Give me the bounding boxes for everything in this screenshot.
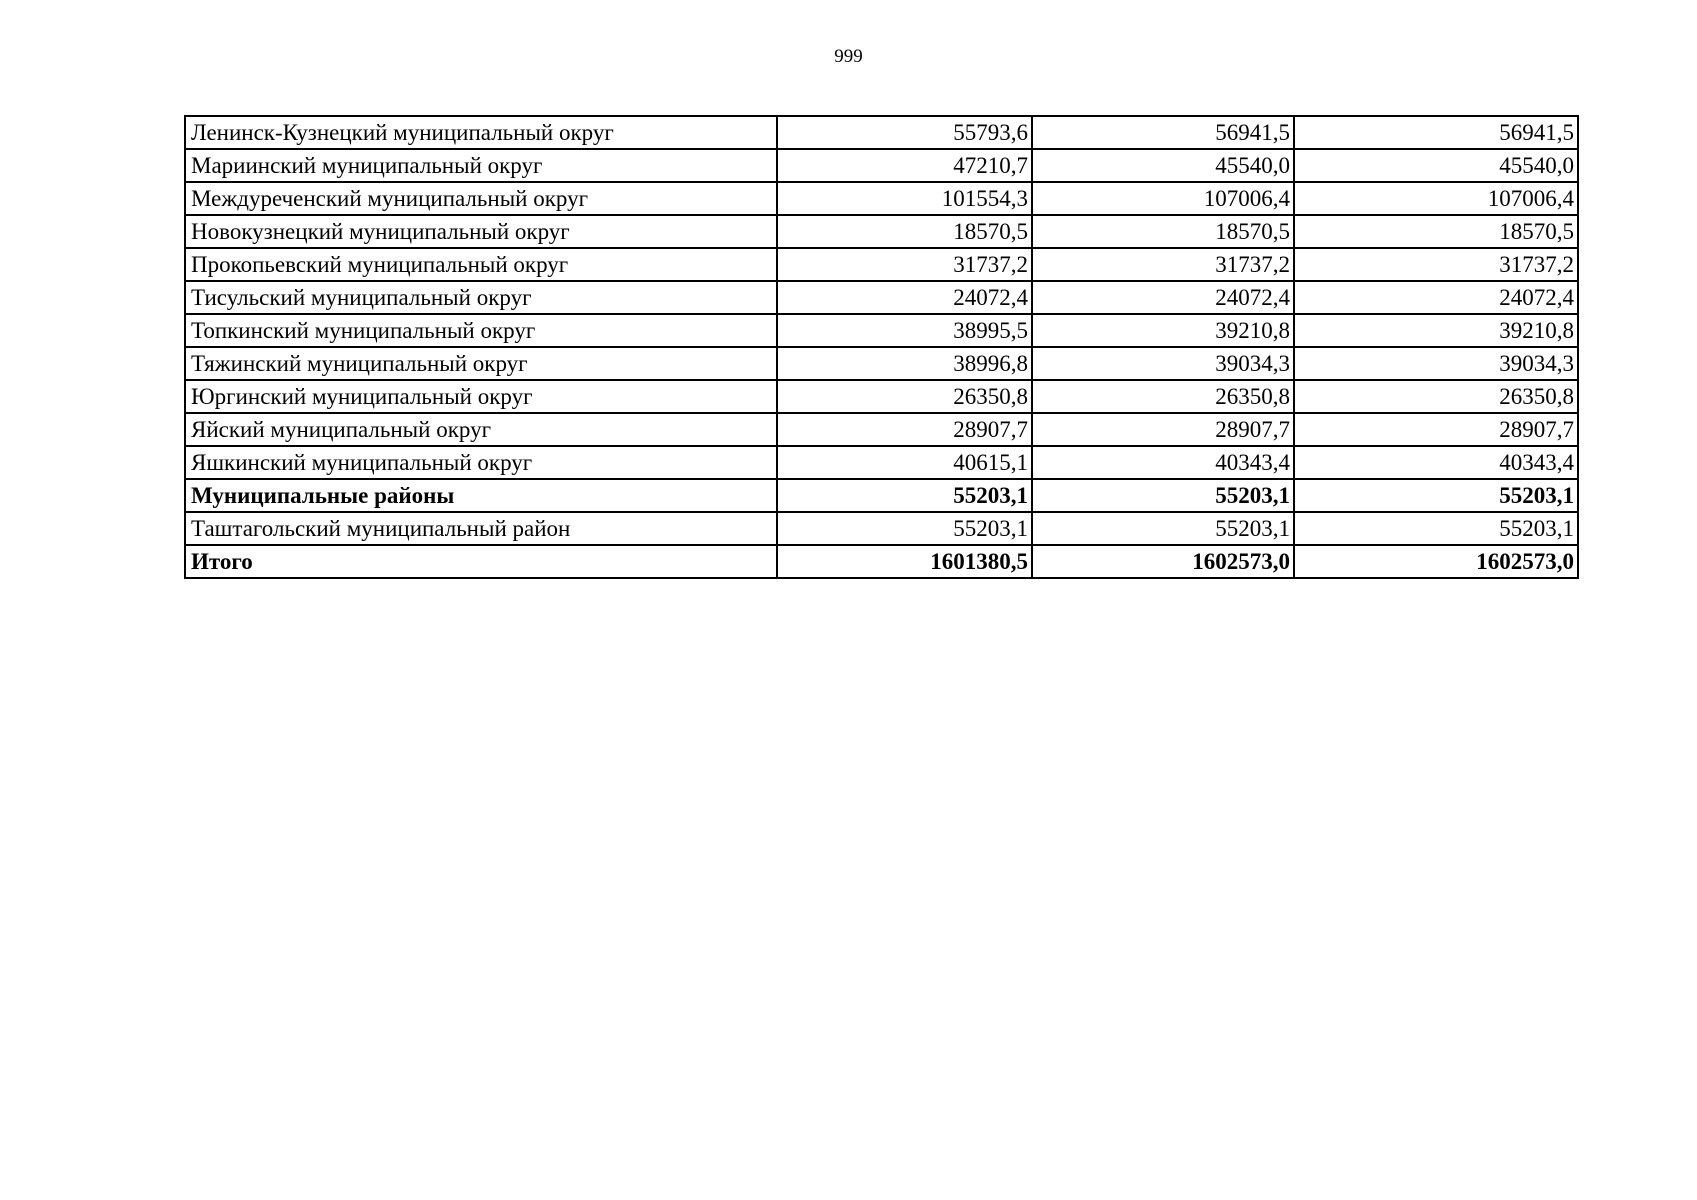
row-value-1: 40615,1 <box>777 446 1032 479</box>
row-name: Тисульский муниципальный округ <box>185 281 777 314</box>
row-value-2: 55203,1 <box>1032 479 1294 512</box>
row-value-2: 40343,4 <box>1032 446 1294 479</box>
budget-table <box>184 115 1579 579</box>
row-name: Новокузнецкий муниципальный округ <box>185 215 777 248</box>
row-name: Яйский муниципальный округ <box>185 413 777 446</box>
table-row <box>185 512 1578 545</box>
row-value-1: 24072,4 <box>777 281 1032 314</box>
row-name: Таштагольский муниципальный район <box>185 512 777 545</box>
row-value-3: 39210,8 <box>1294 314 1578 347</box>
row-value-1: 38995,5 <box>777 314 1032 347</box>
row-name: Прокопьевский муниципальный округ <box>185 248 777 281</box>
row-value-3: 28907,7 <box>1294 413 1578 446</box>
row-value-2: 39034,3 <box>1032 347 1294 380</box>
row-value-2: 56941,5 <box>1032 116 1294 149</box>
table-row <box>185 281 1578 314</box>
row-value-2: 28907,7 <box>1032 413 1294 446</box>
table-row <box>185 446 1578 479</box>
row-value-2: 18570,5 <box>1032 215 1294 248</box>
budget-table-body <box>185 116 1578 578</box>
row-value-3: 24072,4 <box>1294 281 1578 314</box>
table-row <box>185 215 1578 248</box>
table-row <box>185 380 1578 413</box>
row-value-2: 26350,8 <box>1032 380 1294 413</box>
row-value-1: 55203,1 <box>777 512 1032 545</box>
row-name: Яшкинский муниципальный округ <box>185 446 777 479</box>
row-value-3: 107006,4 <box>1294 182 1578 215</box>
row-value-3: 56941,5 <box>1294 116 1578 149</box>
row-value-2: 45540,0 <box>1032 149 1294 182</box>
total-row <box>185 545 1578 578</box>
row-name: Юргинский муниципальный округ <box>185 380 777 413</box>
row-value-1: 55793,6 <box>777 116 1032 149</box>
row-name: Тяжинский муниципальный округ <box>185 347 777 380</box>
row-value-1: 38996,8 <box>777 347 1032 380</box>
row-value-2: 39210,8 <box>1032 314 1294 347</box>
row-value-1: 1601380,5 <box>777 545 1032 578</box>
table-row <box>185 116 1578 149</box>
row-value-1: 47210,7 <box>777 149 1032 182</box>
row-value-3: 55203,1 <box>1294 479 1578 512</box>
row-value-3: 31737,2 <box>1294 248 1578 281</box>
row-name: Итого <box>185 545 777 578</box>
row-value-1: 28907,7 <box>777 413 1032 446</box>
row-value-1: 31737,2 <box>777 248 1032 281</box>
row-value-3: 55203,1 <box>1294 512 1578 545</box>
row-value-3: 40343,4 <box>1294 446 1578 479</box>
row-value-3: 26350,8 <box>1294 380 1578 413</box>
row-value-3: 39034,3 <box>1294 347 1578 380</box>
table-row <box>185 413 1578 446</box>
table-row <box>185 314 1578 347</box>
row-name: Ленинск-Кузнецкий муниципальный округ <box>185 116 777 149</box>
table-row <box>185 347 1578 380</box>
row-value-2: 1602573,0 <box>1032 545 1294 578</box>
table-row <box>185 182 1578 215</box>
row-name: Муниципальные районы <box>185 479 777 512</box>
row-value-1: 101554,3 <box>777 182 1032 215</box>
row-value-3: 45540,0 <box>1294 149 1578 182</box>
page-number: 999 <box>834 46 863 67</box>
row-name: Междуреченский муниципальный округ <box>185 182 777 215</box>
row-value-3: 1602573,0 <box>1294 545 1578 578</box>
row-name: Топкинский муниципальный округ <box>185 314 777 347</box>
row-name: Мариинский муниципальный округ <box>185 149 777 182</box>
row-value-1: 55203,1 <box>777 479 1032 512</box>
row-value-1: 26350,8 <box>777 380 1032 413</box>
table-row <box>185 248 1578 281</box>
row-value-2: 24072,4 <box>1032 281 1294 314</box>
table-row <box>185 149 1578 182</box>
row-value-2: 31737,2 <box>1032 248 1294 281</box>
row-value-2: 55203,1 <box>1032 512 1294 545</box>
row-value-1: 18570,5 <box>777 215 1032 248</box>
row-value-2: 107006,4 <box>1032 182 1294 215</box>
subtotal-row <box>185 479 1578 512</box>
row-value-3: 18570,5 <box>1294 215 1578 248</box>
